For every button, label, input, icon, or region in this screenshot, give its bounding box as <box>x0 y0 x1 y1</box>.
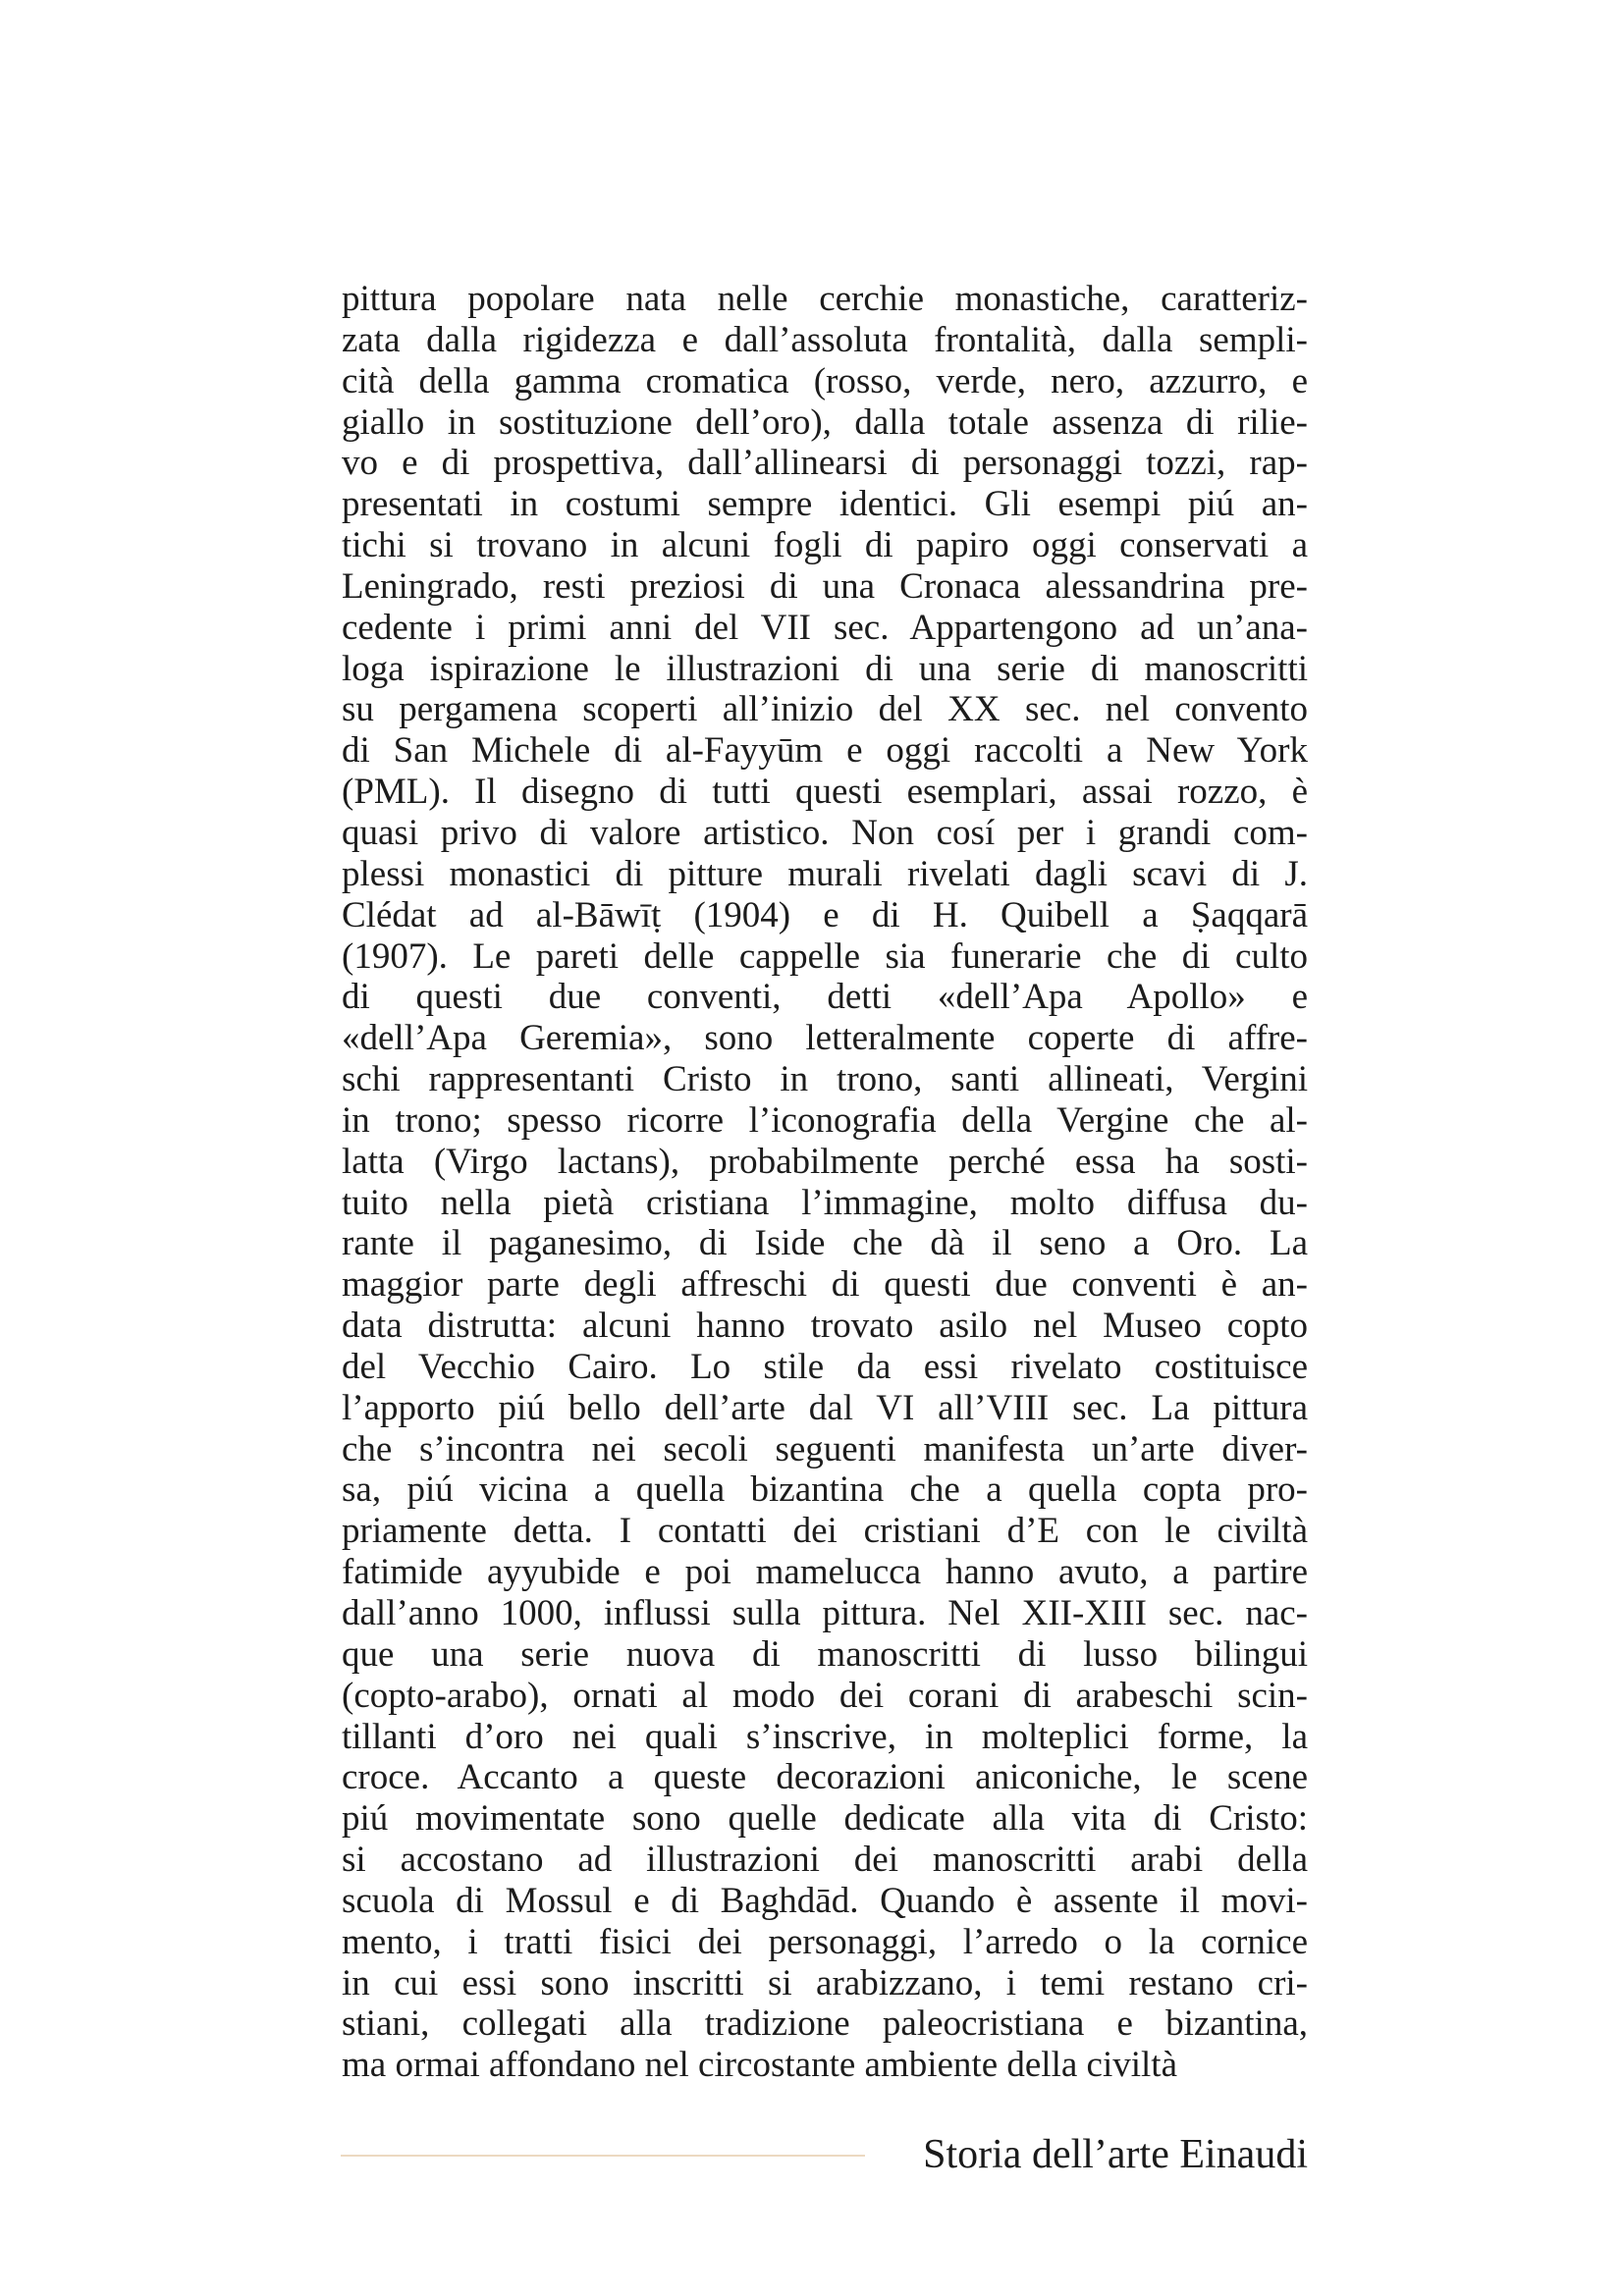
text-line-36: tillanti d’oro nei quali s’inscrive, in molteplici forme, la <box>342 1716 1308 1757</box>
page-footer <box>341 2125 1308 2184</box>
body-text <box>342 279 1308 2086</box>
footer-publication-title: Storia dell’arte Einaudi <box>923 2132 1308 2177</box>
text-line-2: zata dalla rigidezza e dall’assoluta frontalità, dalla sempli- <box>342 319 1308 360</box>
text-line-3: cità della gamma cromatica (rosso, verde, nero, azzurro, e <box>342 360 1308 401</box>
text-line-27: del Vecchio Cairo. Lo stile da essi rivelato costituisce <box>342 1346 1308 1387</box>
text-line-16: Clédat ad al-Bāwīṭ (1904) e di H. Quibell a Ṣaqqarā <box>342 894 1308 935</box>
text-line-5: vo e di prospettiva, dall’allinearsi di personaggi tozzi, rap- <box>342 443 1308 484</box>
text-line-8: Leningrado, resti preziosi di una Cronaca alessandrina pre- <box>342 565 1308 607</box>
text-line-32: fatimide ayyubide e poi mamelucca hanno avuto, a partire <box>342 1552 1308 1593</box>
text-line-24: rante il paganesimo, di Iside che dà il seno a Oro. La <box>342 1223 1308 1264</box>
text-line-35: (copto-arabo), ornati al modo dei corani di arabeschi scin- <box>342 1675 1308 1716</box>
text-line-29: che s’incontra nei secoli seguenti manifesta un’arte diver- <box>342 1428 1308 1469</box>
text-line-17: (1907). Le pareti delle cappelle sia funerarie che di culto <box>342 935 1308 977</box>
text-line-23: tuito nella pietà cristiana l’immagine, molto diffusa du- <box>342 1182 1308 1223</box>
text-line-15: plessi monastici di pitture murali rivelati dagli scavi di J. <box>342 853 1308 894</box>
text-line-9: cedente i primi anni del VII sec. Appartengono ad un’ana- <box>342 607 1308 648</box>
text-line-22: latta (Virgo lactans), probabilmente perché essa ha sosti- <box>342 1141 1308 1182</box>
text-line-40: scuola di Mossul e di Baghdād. Quando è assente il movi- <box>342 1880 1308 1921</box>
text-line-26: data distrutta: alcuni hanno trovato asilo nel Museo copto <box>342 1306 1308 1347</box>
footer-rule <box>341 2155 865 2157</box>
text-line-33: dall’anno 1000, influssi sulla pittura. Nel XII-XIII sec. nac- <box>342 1593 1308 1633</box>
text-line-18: di questi due conventi, detti «dell’Apa Apollo» e <box>342 977 1308 1018</box>
text-line-20: schi rappresentanti Cristo in trono, santi allineati, Vergini <box>342 1059 1308 1100</box>
text-line-43: stiani, collegati alla tradizione paleocristiana e bizantina, <box>342 2003 1308 2045</box>
text-line-44: ma ormai affondano nel circostante ambiente della civiltà <box>342 2045 1177 2086</box>
text-line-10: loga ispirazione le illustrazioni di una serie di manoscritti <box>342 648 1308 689</box>
text-line-28: l’apporto piú bello dell’arte dal VI all’VIII sec. La pittura <box>342 1387 1308 1428</box>
text-line-41: mento, i tratti fisici dei personaggi, l’arredo o la cornice <box>342 1921 1308 1962</box>
text-line-39: si accostano ad illustrazioni dei manoscritti arabi della <box>342 1840 1308 1881</box>
text-line-30: sa, piú vicina a quella bizantina che a quella copta pro- <box>342 1469 1308 1511</box>
text-line-1: pittura popolare nata nelle cerchie monastiche, caratteriz- <box>342 279 1308 319</box>
text-line-38: piú movimentate sono quelle dedicate alla vita di Cristo: <box>342 1798 1308 1840</box>
text-line-42: in cui essi sono inscritti si arabizzano, i temi restano cri- <box>342 1962 1308 2003</box>
text-line-34: que una serie nuova di manoscritti di lusso bilingui <box>342 1633 1308 1675</box>
text-line-37: croce. Accanto a queste decorazioni aniconiche, le scene <box>342 1757 1308 1798</box>
text-line-4: giallo in sostituzione dell’oro), dalla totale assenza di rilie- <box>342 401 1308 443</box>
text-line-12: di San Michele di al-Fayyūm e oggi raccolti a New York <box>342 730 1308 772</box>
text-line-7: tichi si trovano in alcuni fogli di papiro oggi conservati a <box>342 525 1308 566</box>
text-line-11: su pergamena scoperti all’inizio del XX sec. nel convento <box>342 689 1308 730</box>
text-line-31: priamente detta. I contatti dei cristiani d’E con le civiltà <box>342 1511 1308 1552</box>
text-line-25: maggior parte degli affreschi di questi due conventi è an- <box>342 1264 1308 1306</box>
text-line-21: in trono; spesso ricorre l’iconografia della Vergine che al- <box>342 1099 1308 1141</box>
text-line-19: «dell’Apa Geremia», sono letteralmente coperte di affre- <box>342 1018 1308 1059</box>
text-line-14: quasi privo di valore artistico. Non cosí per i grandi com- <box>342 812 1308 853</box>
text-line-13: (PML). Il disegno di tutti questi esemplari, assai rozzo, è <box>342 772 1308 813</box>
text-line-6: presentati in costumi sempre identici. Gli esempi piú an- <box>342 484 1308 525</box>
